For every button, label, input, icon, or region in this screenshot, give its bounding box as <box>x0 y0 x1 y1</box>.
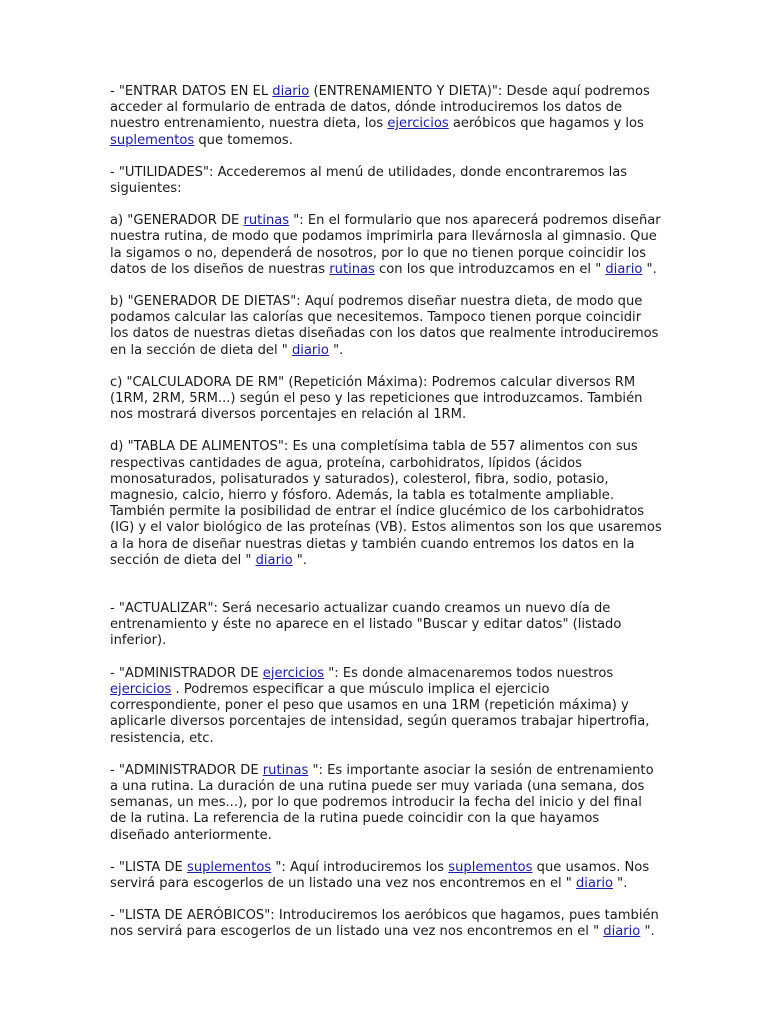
link-rutinas[interactable]: rutinas <box>243 213 290 229</box>
link-diario[interactable]: diario <box>576 875 614 891</box>
paragraph-tabla-alimentos <box>110 439 662 569</box>
text-segment: b) "GENERADOR DE DIETAS": Aquí podremos diseñar nuestra dieta, de modo que podamos calcular las calorías que necesitemos. Tampoco tienen porque coincidir los datos de nuestras dietas diseñadas con los datos que realmente introduciremos en la sección de dieta del " <box>110 294 659 358</box>
text-segment: con los que introduzcamos en el " <box>374 261 606 277</box>
paragraph-generador-dietas <box>110 294 662 359</box>
paragraph-actualizar <box>110 601 662 650</box>
link-diario[interactable]: diario <box>272 84 310 99</box>
text-segment: - "UTILIDADES": Accederemos al menú de utilidades, donde encontraremos las siguientes: <box>110 164 628 197</box>
link-rutinas[interactable]: rutinas <box>262 762 309 778</box>
link-suplementos[interactable]: suplementos <box>187 859 272 875</box>
paragraph-lista-suplementos <box>110 860 662 892</box>
text-segment: d) "TABLA DE ALIMENTOS": Es una completísima tabla de 557 alimentos con sus respectivas cantidades de agua, proteína, carbohidratos, lípidos (ácidos monosaturados, polisaturados y saturados), colesterol, fibra, sodio, potasio, magnesio, calcio, hierro y fósforo. Además, la tabla es totalmente ampliable. También permite la posibilidad de entrar el índice glucémico de los carbohidratos (IG) y el valor biológico de las proteínas (VB). Estos alimentos son los que usaremos a la hora de diseñar nuestras dietas y también cuando entremos los datos en la sección de dieta del " <box>110 439 662 568</box>
text-segment: aeróbicos que hagamos y los <box>448 116 644 132</box>
text-segment: - "ACTUALIZAR": Será necesario actualizar cuando creamos un nuevo día de entrenamiento y éste no aparece en el listado "Buscar y editar datos" (listado inferior). <box>110 601 622 649</box>
text-segment: (ENTRENAMIENTO Y DIETA)": Desde aquí podremos acceder al formulario de entrada de datos, dónde introduciremos los datos de nuestro entrenamiento, nuestra dieta, los <box>110 84 650 132</box>
text-segment: ": Es importante asociar la sesión de entrenamiento a una rutina. La duración de una rutina puede ser muy variada (una semana, dos semanas, un mes...), por lo que podremos introducir la fecha del inicio y del final de la rutina. La referencia de la rutina puede coincidir con la que hayamos diseñado anteriormente. <box>110 762 654 843</box>
text-segment: ". <box>640 924 655 940</box>
text-segment: ". <box>292 552 307 568</box>
link-diario[interactable]: diario <box>291 342 329 358</box>
link-ejercicios[interactable]: ejercicios <box>110 681 172 697</box>
text-segment: c) "CALCULADORA DE RM" (Repetición Máxima): Podremos calcular diversos RM (1RM, 2RM, 5RM...) según el peso y las repeticiones que introduzcamos. También nos mostrará diversos porcentajes en relación al 1RM. <box>110 374 643 423</box>
link-ejercicios[interactable]: ejercicios <box>262 665 325 681</box>
text-segment: . Podremos especificar a que músculo implica el ejercicio correspondiente, poner el peso que usamos en una 1RM (repetición máxima) y aplicarle diversos porcentajes de intensidad, según queramos trabajar hipertrofia, resistencia, etc. <box>110 681 650 746</box>
document-body <box>110 84 662 957</box>
paragraph-generador-rutinas <box>110 213 662 278</box>
text-segment: ": En el formulario que nos aparecerá podremos diseñar nuestra rutina, de modo que podamos imprimirla para llevárnosla al gimnasio. Que la sigamos o no, dependerá de nosotros, por lo que no tienen porque coincidir los datos de los diseños de nuestras <box>110 213 661 277</box>
paragraph-lista-aerobicos <box>110 908 662 940</box>
text-segment: que tomemos. <box>194 132 293 148</box>
text-segment: - "LISTA DE AERÓBICOS": Introduciremos los aeróbicos que hagamos, pues también nos servirá para escogerlos de un listado una vez nos encontremos en el " <box>110 908 659 940</box>
paragraph-entrar-datos <box>110 84 662 149</box>
text-segment: - "LISTA DE <box>110 859 187 875</box>
text-segment: que usamos. Nos servirá para escogerlos de un listado una vez nos encontremos en el " <box>110 859 650 891</box>
link-diario[interactable]: diario <box>603 924 641 940</box>
paragraph-admin-ejercicios <box>110 666 662 747</box>
text-segment: ". <box>642 261 657 277</box>
text-segment: - "ADMINISTRADOR DE <box>110 665 263 681</box>
text-segment: ": Aquí introduciremos los <box>271 859 449 875</box>
paragraph-admin-rutinas <box>110 763 662 844</box>
text-segment: a) "GENERADOR DE <box>110 213 244 229</box>
link-suplementos[interactable]: suplementos <box>110 132 195 148</box>
paragraph-utilidades <box>110 165 662 197</box>
link-diario[interactable]: diario <box>605 261 643 277</box>
paragraph-calculadora-rm <box>110 375 662 424</box>
link-rutinas[interactable]: rutinas <box>329 261 375 277</box>
link-diario[interactable]: diario <box>255 552 293 568</box>
text-segment: ". <box>328 342 344 358</box>
text-segment: ": Es donde almacenaremos todos nuestros <box>324 665 614 681</box>
link-suplementos[interactable]: suplementos <box>448 859 533 875</box>
text-segment: - "ADMINISTRADOR DE <box>110 762 263 778</box>
text-segment: - "ENTRAR DATOS EN EL <box>110 84 273 99</box>
link-ejercicios[interactable]: ejercicios <box>387 116 449 132</box>
text-segment: ". <box>613 875 628 891</box>
